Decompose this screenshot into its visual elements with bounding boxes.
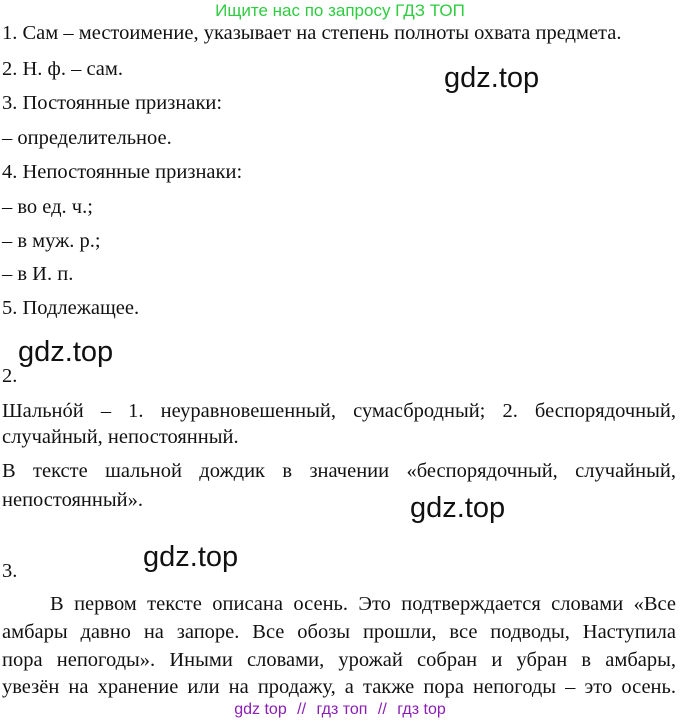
task1-line-4: – определительное. (2, 127, 172, 149)
footer-item-1: gdz top (234, 701, 287, 718)
footer-banner (0, 701, 680, 719)
footer-item-2: гдз топ (316, 701, 368, 718)
watermark-gdz-top-4: gdz.top (143, 541, 239, 573)
task2-definition-line2: случайный, непостоянный. (2, 426, 239, 448)
footer-separator-1: // (297, 701, 307, 718)
task2-context-line2: непостоянный». (2, 489, 143, 511)
task1-line-1: 1. Сам – местоимение, указывает на степень полноты охвата предмета. (2, 22, 622, 44)
task1-line-9: 5. Подлежащее. (2, 297, 140, 319)
footer-separator-2: // (377, 701, 387, 718)
watermark-gdz-top-1: gdz.top (444, 62, 540, 94)
task3-line3: пора непогоды». Иными словами, урожай собран и убран в амбары, (2, 649, 676, 671)
task3-line4: увезён на хранение или на продажу, а также пора непогоды – это осень. (2, 676, 676, 698)
task3-number: 3. (2, 560, 18, 582)
task1-line-8: – в И. п. (2, 263, 74, 285)
task1-line-3: 3. Постоянные признаки: (2, 92, 223, 114)
task3-line2: амбары давно на запоре. Все обозы прошли, все подводы, Наступила (2, 621, 676, 643)
task2-context-line1: В тексте шальной дождик в значении «беспорядочный, случайный, (2, 460, 676, 482)
top-banner: Ищите нас по запросу ГДЗ ТОП (215, 1, 465, 20)
task2-definition-line1: Шальнóй – 1. неуравновешенный, сумасбродный; 2. беспорядочный, (2, 400, 676, 422)
task2-number: 2. (2, 365, 18, 387)
task1-line-6: – во ед. ч.; (2, 196, 93, 218)
footer-item-3: гдз top (397, 701, 446, 718)
watermark-gdz-top-2: gdz.top (18, 336, 114, 368)
task1-line-7: – в муж. р.; (2, 230, 101, 252)
watermark-gdz-top-3: gdz.top (410, 492, 506, 524)
task1-line-2: 2. Н. ф. – сам. (2, 58, 124, 80)
task1-line-5: 4. Непостоянные признаки: (2, 161, 243, 183)
task3-line1: В первом тексте описана осень. Это подтверждается словами «Все (50, 593, 676, 615)
